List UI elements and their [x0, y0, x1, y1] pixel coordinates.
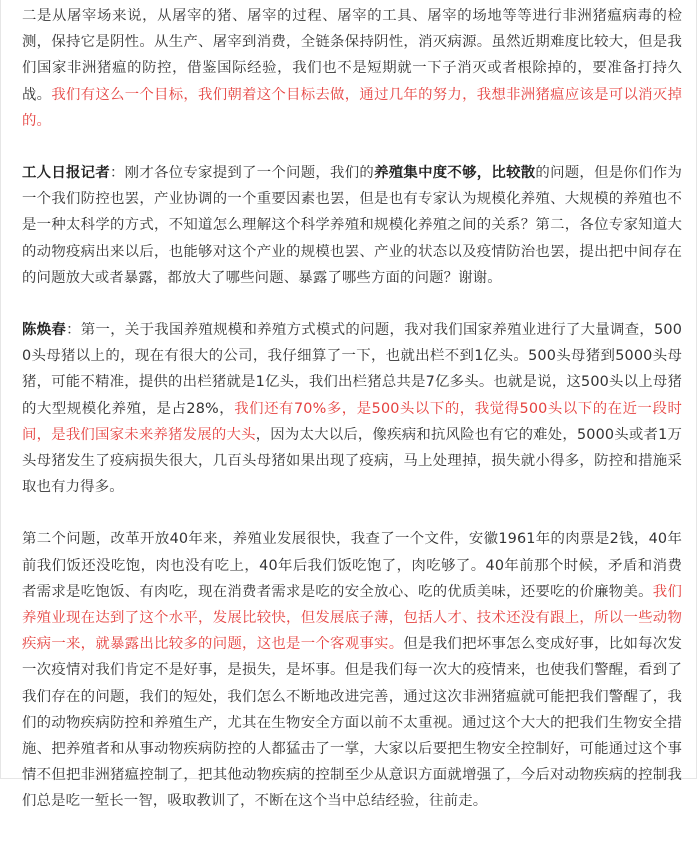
paragraph-reporter-question — [22, 160, 682, 291]
paragraph-text: 第二个问题，改革开放40年来，养殖业发展很快，我查了一个文件，安徽1961年的肉票是2钱，40年前我们饭还没吃饱，肉也没有吃上，40年后我们饭吃饱了，肉吃够了。40年前那个时候，矛盾和消费者需求是吃饱饭、有肉吃，现在消费者需求是吃的安全放心、吃的优质美味，还要吃的价廉物美。 — [22, 531, 682, 600]
speaker-chen-huanchun: 陈焕春 — [22, 322, 67, 339]
highlighted-scale-text: 我们还有70%多，是500头以下的，我觉得500头以下的在近一段时间，是我们国家未来养猪发展的大头 — [22, 400, 682, 443]
highlighted-goal-text: 我们有这么一个目标，我们朝着这个目标去做，通过几年的努力，我想非洲猪瘟应该是可以消灭掉的。 — [22, 86, 682, 129]
emphasized-text: 养殖集中度不够，比较散 — [374, 165, 536, 182]
paragraph-text: 但是我们把坏事怎么变成好事，比如每次发一次疫情对我们肯定不是好事，是损失，是坏事。但是我们每一次大的疫情来，也使我们警醒，看到了我们存在的问题，我们的短处，我们怎么不断地改进完善，通过这次非洲猪瘟就可能把我们警醒了，我们的动物疾病防控和养殖生产，尤其在生物安全方面以前不太重视。通过这个大大的把我们生物安全措施、把养殖者和从事动物疾病防控的人都猛击了一掌，大家以后要把生物安全控制好，可能通过这个事情不但把非洲猪瘟控制了，把其他动物疾病的控制至少从意识方面就增强了，今后对动物疾病的控制我们总是吃一堑长一智，吸取教训了，不断在这个当中总结经验，往前走。 — [22, 636, 682, 810]
paragraph-chen-answer-1 — [22, 317, 682, 500]
article-body — [22, 3, 682, 841]
paragraph-chen-answer-2 — [22, 526, 682, 814]
paragraph-text: 二是从屠宰场来说，从屠宰的猪、屠宰的过程、屠宰的工具、屠宰的场地等等进行非洲猪瘟病毒的检测，保持它是阴性。从生产、屠宰到消费，全链条保持阴性，消灭病源。虽然近期难度比较大，但是我们国家非洲猪瘟的防控，借鉴国际经验，我们也不是短期就一下子消灭或者根除掉的，要准备打持久战。 — [22, 8, 682, 103]
speaker-reporter: 工人日报记者 — [22, 165, 111, 182]
highlighted-fact-text: 我们养殖业现在达到了这个水平，发展比较快，但发展底子薄，包括人才、技术还没有跟上，所以一些动物疾病一来，就暴露出比较多的问题，这也是一个客观事实。 — [22, 583, 682, 653]
paragraph-text: ，因为太大以后，像疾病和抗风险也有它的难处，5000头或者1万头母猪发生了疫病损失很大，几百头母猪如果出现了疫病，马上处理掉，损失就小得多，防控和措施采取也有力得多。 — [22, 426, 683, 496]
paragraph-text: ：第一，关于我国养殖规模和养殖方式模式的问题，我对我们国家养殖业进行了大量调查，5000头母猪以上的，现在有很大的公司，我仔细算了一下，也就出栏不到1亿头。500头母猪到5000头母猪，可能不精准，提供的出栏猪就是1亿头，我们出栏猪总共是7亿多头。也就是说，这500头以上母猪的大型规模化养殖，是占28%， — [22, 322, 683, 417]
paragraph-text: ：刚才各位专家提到了一个问题，我们的 — [110, 165, 375, 182]
paragraph-text: 的问题，但是你们作为一个我们防控也罢，产业协调的一个重要因素也罢，但是也有专家认为规模化养殖、大规模的养殖也不是一种太科学的方式，不知道怎么理解这个科学养殖和规模化养殖之间的关系？第二，各位专家知道大的动物疫病出来以后，也能够对这个产业的规模也罢、产业的状态以及疫情防治也罢，提出把中间存在的问题放大或者暴露，都放大了哪些问题、暴露了哪些方面的问题？谢谢。 — [22, 165, 682, 286]
paragraph-slaughter-testing — [22, 3, 682, 134]
